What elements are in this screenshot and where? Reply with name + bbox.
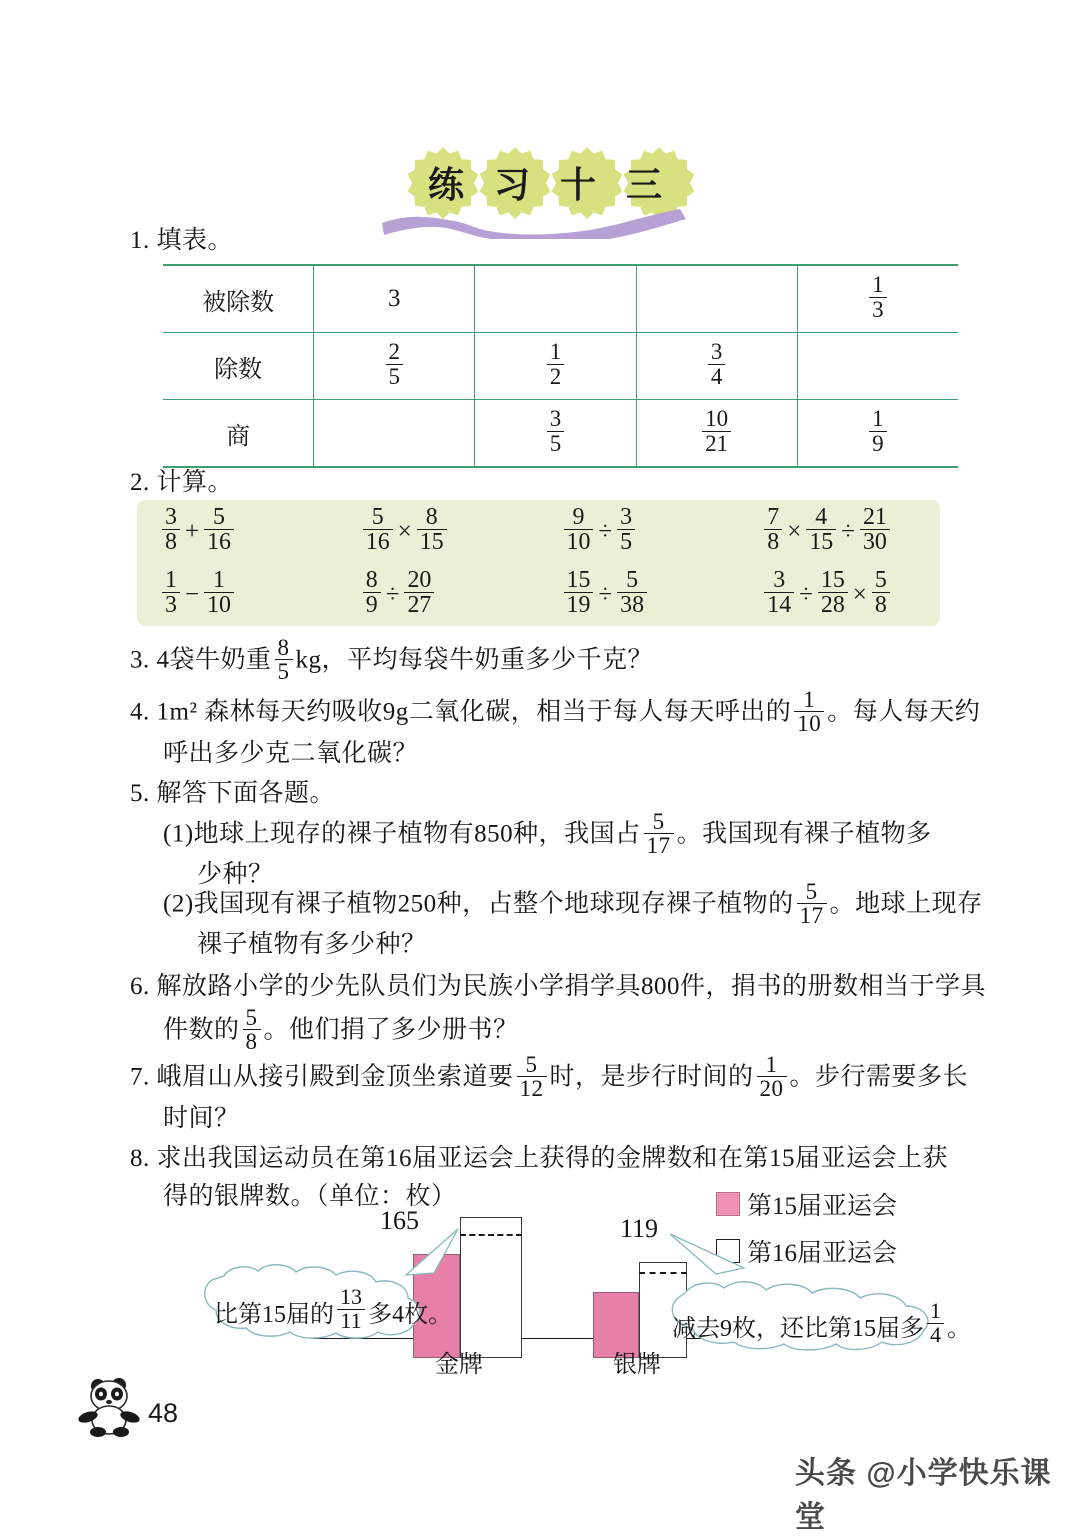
row-label-dividend: 被除数	[163, 265, 314, 333]
sub-question-1-text-b: 。我国现有裸子植物多	[676, 820, 932, 848]
row-label-divisor: 除数	[163, 333, 314, 400]
question-1-text: 填表。	[156, 227, 234, 254]
fraction: $\frac{2}{5}$	[386, 340, 404, 388]
cell-r2c1[interactable]	[475, 400, 636, 468]
exercise-title-banner	[385, 145, 705, 240]
fraction: $\frac{5}{8}$	[243, 1006, 261, 1054]
expression-3	[539, 503, 740, 557]
fraction: $\frac{5}{8}$	[872, 568, 890, 618]
legend-label-15th: 第15届亚运会	[747, 1193, 898, 1220]
cell-r2c3[interactable]	[797, 400, 958, 468]
fraction: $\frac{3}{5}$	[547, 407, 565, 455]
category-label-silver: 银牌	[613, 1352, 661, 1378]
table-row	[163, 265, 958, 333]
operator: ÷	[799, 580, 813, 608]
cell-value: 3	[388, 285, 401, 312]
fill-in-table	[163, 264, 958, 468]
question-1-prompt	[130, 222, 233, 261]
expression-2	[338, 503, 539, 557]
expression-1	[137, 503, 338, 557]
cell-r1c1[interactable]	[475, 333, 636, 400]
title-char-1: 练	[427, 164, 464, 205]
cell-r0c0[interactable]	[314, 265, 475, 333]
sub-question-2-label: (2)	[163, 890, 194, 918]
operator: ÷	[385, 580, 400, 608]
fraction: $\frac{15}{19}$	[564, 568, 594, 618]
callout-text-1	[214, 1284, 453, 1334]
sub-question-1-text-a: 地球上现存的裸子植物有850种，我国占	[193, 820, 641, 848]
operator: +	[184, 517, 200, 545]
question-5-sub-2-line-2: 裸子植物有多少种？	[197, 931, 427, 958]
question-4-number: 4.	[130, 698, 150, 726]
fraction: $\frac{1}{9}$	[869, 407, 887, 455]
operator: ÷	[598, 517, 613, 545]
question-7-line-1	[130, 1052, 969, 1103]
fraction: $\frac{3}{14}$	[764, 568, 794, 618]
fraction: $\frac{20}{27}$	[404, 568, 434, 618]
question-5-sub-2-line-1	[163, 879, 983, 930]
cell-r2c0[interactable]	[314, 400, 475, 468]
fraction: $\frac{15}{28}$	[818, 568, 848, 618]
fraction: $\frac{1}{3}$	[869, 273, 887, 321]
table-row	[163, 400, 958, 468]
computation-row-2	[137, 563, 940, 626]
question-2-number: 2.	[130, 469, 150, 496]
fraction: $\frac{9}{10}$	[564, 505, 594, 555]
sub-question-1-label: (1)	[163, 820, 194, 848]
fraction: $\frac{10}{21}$	[702, 407, 731, 455]
question-5-text: 解答下面各题。	[156, 780, 336, 807]
callout-1-text-a: 比第15届的	[214, 1301, 334, 1328]
callout-text-2	[672, 1298, 972, 1348]
fraction: $\frac{1}{2}$	[547, 340, 565, 388]
operator: ÷	[598, 580, 613, 608]
fraction: $\frac{13}{11}$	[337, 1286, 365, 1332]
category-label-gold: 金牌	[435, 1352, 483, 1378]
fraction: $\frac{1}{10}$	[794, 688, 824, 736]
operator: ×	[852, 580, 867, 608]
fraction: $\frac{7}{8}$	[764, 505, 782, 555]
callout-pointer-2	[660, 1228, 760, 1288]
cell-r1c0[interactable]	[314, 333, 475, 400]
sub-question-2-text-b: 。地球上现存	[829, 890, 983, 918]
operator: ×	[397, 517, 412, 545]
title-char-4: 三	[626, 164, 663, 205]
fraction: $\frac{5}{16}$	[363, 505, 393, 555]
page-title	[385, 145, 705, 220]
cell-r0c3[interactable]	[797, 265, 958, 333]
fraction: $\frac{4}{15}$	[806, 505, 836, 555]
fraction: $\frac{3}{4}$	[708, 340, 726, 388]
cell-r1c3[interactable]	[797, 333, 958, 400]
question-7-line-2: 时间？	[163, 1105, 240, 1132]
expression-7	[539, 566, 740, 620]
callout-2-text-b: 。	[947, 1315, 972, 1342]
fraction: $\frac{5}{38}$	[617, 568, 647, 618]
question-6-text-c: 。他们捐了多少册书？	[263, 1016, 519, 1044]
callout-pointer-1	[400, 1225, 470, 1287]
fraction: $\frac{1}{4}$	[927, 1300, 944, 1346]
cell-r2c2[interactable]	[636, 400, 797, 468]
fraction: $\frac{3}{5}$	[617, 505, 635, 555]
question-3-text-a: 4袋牛奶重	[156, 646, 272, 674]
callout-2-text-a: 减去9枚，还比第15届多	[672, 1315, 924, 1342]
question-5-number: 5.	[130, 780, 150, 807]
fraction: $\frac{5}{12}$	[517, 1053, 547, 1101]
table-row	[163, 333, 958, 400]
fraction: $\frac{3}{8}$	[162, 505, 180, 555]
expression-4	[739, 503, 940, 557]
question-8-line-1	[130, 1140, 948, 1179]
fraction: $\frac{5}{17}$	[644, 810, 674, 858]
question-6-line-1	[130, 968, 986, 1007]
question-7-text-a: 峨眉山从接引殿到金顶坐索道要	[156, 1063, 514, 1091]
row-label-quotient: 商	[163, 400, 314, 468]
cell-r0c1[interactable]	[475, 265, 636, 333]
legend-label-16th: 第16届亚运会	[747, 1240, 898, 1267]
computation-row-1	[137, 500, 940, 563]
question-8-line-2: 得的银牌数。（单位：枚）	[163, 1183, 457, 1210]
question-2-text: 计算。	[156, 469, 234, 496]
question-4-line-1	[130, 687, 981, 738]
expression-8	[739, 566, 940, 620]
question-7-text-b: 时，是步行时间的	[549, 1063, 754, 1091]
fraction: $\frac{21}{30}$	[860, 505, 890, 555]
fraction: $\frac{5}{17}$	[797, 880, 827, 928]
question-3	[130, 635, 654, 686]
fraction: $\frac{8}{15}$	[417, 505, 447, 555]
cell-r0c2[interactable]	[636, 265, 797, 333]
fraction: $\frac{8}{9}$	[363, 568, 381, 618]
fraction: $\frac{1}{10}$	[204, 568, 234, 618]
question-8-text-a: 求出我国运动员在第16届亚运会上获得的金牌数和在第15届亚运会上获	[156, 1145, 949, 1172]
question-5-sub-1-line-1	[163, 809, 932, 860]
question-5-sub-1-line-2: 少种？	[197, 861, 274, 888]
fill-table-wrapper	[163, 264, 958, 468]
question-8-number: 8.	[130, 1145, 150, 1172]
fraction: $\frac{1}{20}$	[757, 1053, 787, 1101]
operator: ×	[787, 517, 802, 545]
expression-5	[137, 566, 338, 620]
question-3-text-b: kg，平均每袋牛奶重多少千克？	[295, 646, 654, 674]
question-1-number: 1.	[130, 227, 150, 254]
question-4-text-b: 。每人每天约	[827, 698, 981, 726]
question-7-number: 7.	[130, 1063, 150, 1091]
question-6-text-b: 件数的	[163, 1016, 240, 1044]
bar-value-silver: 119	[620, 1214, 659, 1243]
question-3-number: 3.	[130, 646, 150, 674]
sub-question-2-text-a: 我国现有裸子植物250种，占整个地球现存裸子植物的	[193, 890, 794, 918]
title-char-3: 十	[560, 164, 597, 205]
question-6-number: 6.	[130, 973, 150, 1000]
panda-mascot-icon	[72, 1375, 146, 1437]
fraction: $\frac{5}{16}$	[204, 505, 234, 555]
computation-box	[137, 500, 940, 626]
callout-1-text-b: 多4枚。	[368, 1301, 453, 1328]
watermark: 头条 @小学快乐课堂	[795, 1457, 1052, 1534]
expression-6	[338, 566, 539, 620]
question-4-text-a: 1m² 森林每天约吸收9g二氧化碳，相当于每人每天呼出的	[156, 698, 792, 726]
question-6-line-2	[163, 1005, 519, 1056]
fraction: $\frac{8}{5}$	[275, 636, 293, 684]
question-5-prompt	[130, 775, 335, 814]
question-2-prompt	[130, 464, 233, 503]
operator: ÷	[841, 517, 855, 545]
fraction: $\frac{1}{3}$	[162, 568, 180, 618]
operator: −	[184, 580, 200, 608]
question-7-text-c: 。步行需要多长	[789, 1063, 969, 1091]
page-number: 48	[148, 1398, 179, 1428]
bar-value-gold: 165	[380, 1206, 419, 1235]
cell-r1c2[interactable]	[636, 333, 797, 400]
question-4-line-2: 呼出多少克二氧化碳？	[163, 740, 419, 767]
question-6-text-a: 解放路小学的少先队员们为民族小学捐学具800件，捐书的册数相当于学具	[156, 973, 987, 1000]
title-char-2: 习	[493, 164, 530, 205]
